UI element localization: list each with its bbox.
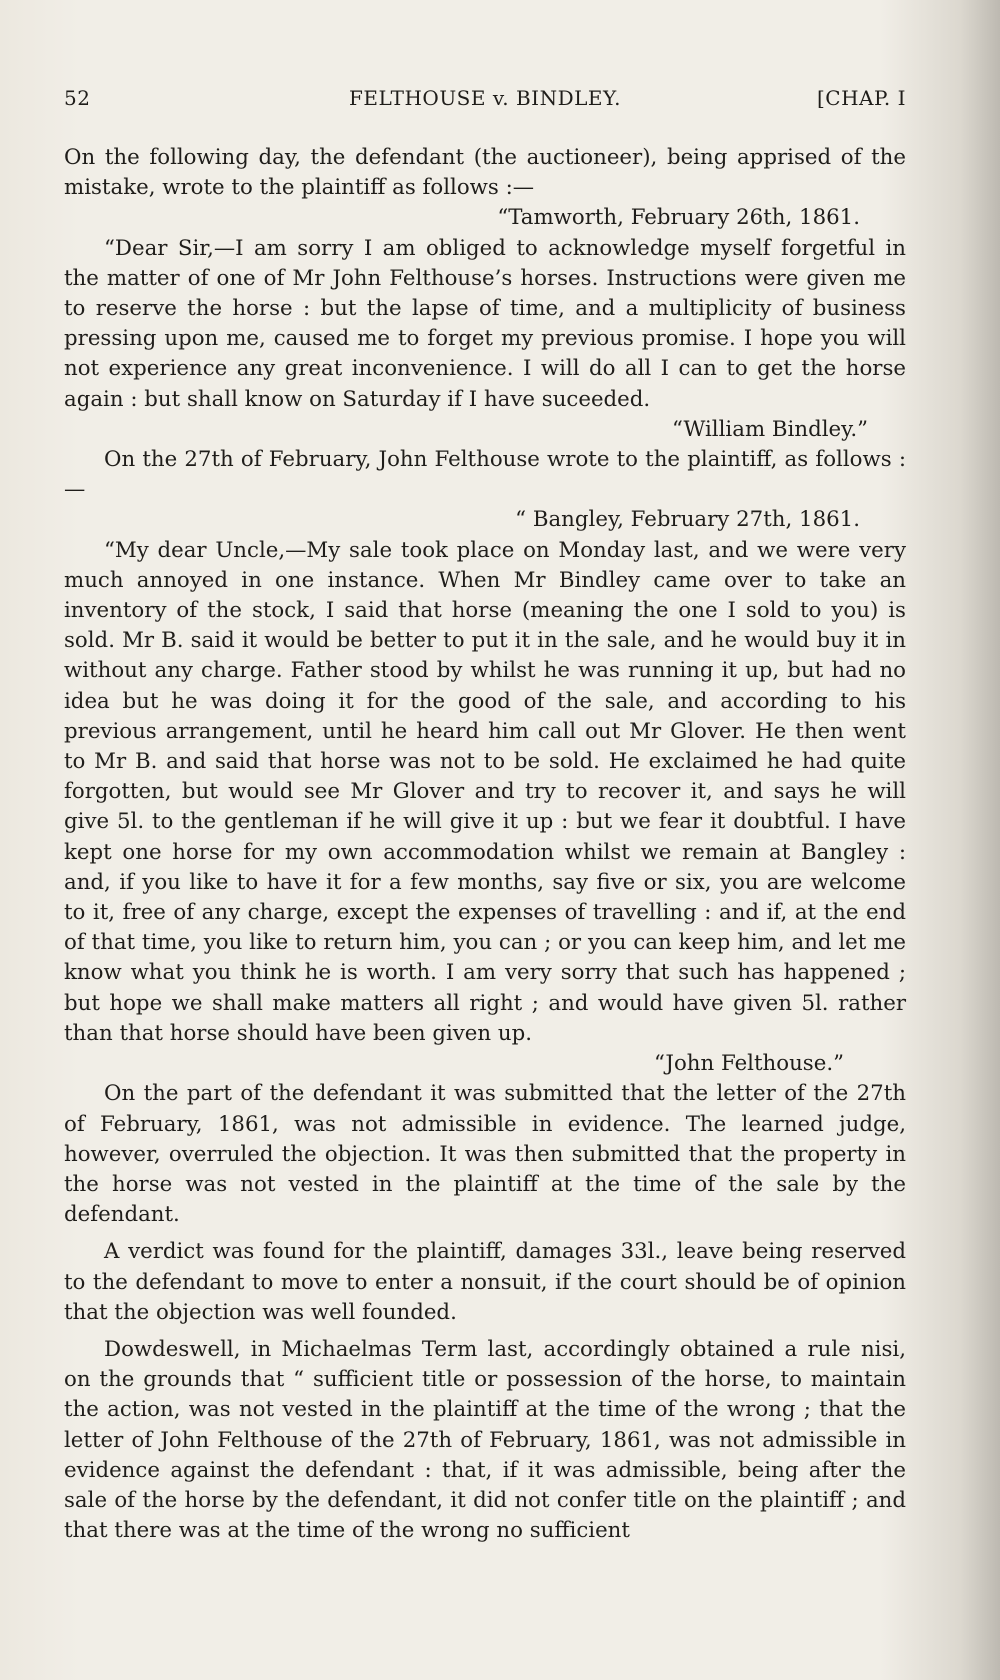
paragraph: Dowdeswell, in Michaelmas Term last, accordingly obtained a rule nisi, on the grounds that “ sufficient title or possession of the horse, to maintain the action, was not vested in the plaintiff at the time of the wrong ; that the letter of John Felthouse of the 27th of February, 1861, was not admissible in evidence against the defendant : that, if it was admissible, being after the sale of the horse by the defendant, it did not confer title on the plaintiff ; and that there was at the time of the wrong no sufficient (64, 1336, 906, 1544)
letter-signature: “John Felthouse.” (654, 1051, 844, 1077)
page-header (64, 86, 906, 120)
letter-signature: “William Bindley.” (672, 416, 868, 442)
letter-body: “My dear Uncle,—My sale took place on Monday last, and we were very much annoyed in one instance. When Mr Bindley came over to take an inventory of the stock, I said that horse (meaning the one I sold to you) is sold. Mr B. said it would be better to put it in the sale, and he would buy it in without any charge. Father stood by whilst he was running it up, but had no idea but he was doing it for the good of the sale, and according to his previous arrangement, until he heard him call out Mr Glover. He then went to Mr B. and said that horse was not to be sold. He exclaimed he had quite forgotten, but would see Mr Glover and try to recover it, and says he will give 5l. to the gentleman if he will give it up : but we fear it doubtful. I have kept one horse for my own accommodation whilst we remain at Bangley : and, if you like to have it for a few months, say five or six, you are welcome to it, free of any charge, except the expenses of travelling : and if, at the end of that time, you like to return him, you can ; or you can keep him, and let me know what you think he is worth. I am very sorry that such has happened ; but hope we shall make matters all right ; and would have given 5l. rather than that horse should have been given up. (64, 537, 906, 1046)
page-number: 52 (64, 86, 91, 110)
paragraph: A verdict was found for the plaintiff, damages 33l., leave being reserved to the defendant to move to enter a nonsuit, if the court should be of opinion that the objection was well founded. (64, 1239, 906, 1325)
letter-dateline: “ Bangley, February 27th, 1861. (515, 507, 860, 533)
running-title: FELTHOUSE v. BINDLEY. (349, 86, 621, 110)
letter-body: “Dear Sir,—I am sorry I am obliged to acknowledge myself forgetful in the matter of one of Mr John Felthouse’s horses. Instructions were given me to reserve the horse : but the lapse of time, and a multiplicity of business pressing upon me, caused me to forget my previous promise. I hope you will not experience any great inconvenience. I will do all I can to get the horse again : but shall know on Saturday if I have suceeded. (64, 235, 906, 412)
letter-dateline: “Tamworth, February 26th, 1861. (497, 205, 860, 231)
paragraph: On the 27th of February, John Felthouse wrote to the plaintiff, as follows :— (64, 447, 906, 503)
body-text (64, 143, 906, 1546)
chapter-marker: [CHAP. I (816, 86, 906, 110)
paragraph: On the following day, the defendant (the auctioneer), being apprised of the mistake, wrote to the plaintiff as follows :— (64, 145, 906, 201)
paragraph: On the part of the defendant it was submitted that the letter of the 27th of February, 1861, was not admissible in evidence. The learned judge, however, overruled the objection. It was then submitted that the property in the horse was not vested in the plaintiff at the time of the sale by the defendant. (64, 1081, 906, 1228)
